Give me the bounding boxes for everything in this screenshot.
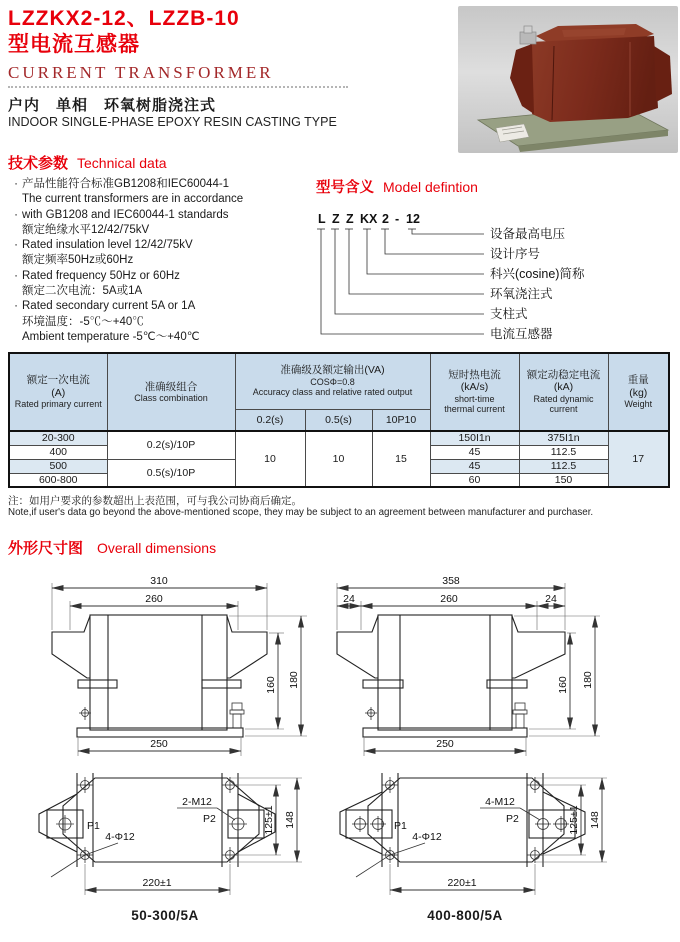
header-cn: 重量 (627, 374, 649, 387)
tech-item-text: 额定绝缘水平12/42/75kV (22, 223, 150, 236)
dim-24-left: 24 (343, 593, 355, 605)
header-cn: 短时热电流 (448, 369, 501, 382)
cell-dynamic: 375I1n (519, 431, 608, 445)
tech-item-text: with GB1208 and IEC60044-1 standards (22, 208, 229, 221)
thread-label: 4-M12 (485, 796, 515, 808)
elevation2-outline (337, 615, 565, 737)
cell-primary: 400 (9, 445, 107, 459)
dim-220: 220±1 (142, 877, 172, 889)
model-code-part: 2 (382, 212, 389, 226)
tech-item (10, 299, 315, 314)
tech-item-text: 环境温度：-5℃～+40℃ (22, 315, 144, 328)
dotted-rule (8, 86, 348, 88)
tech-item-text: Rated secondary current 5A or 1A (22, 300, 196, 313)
model-code-part: KX (360, 212, 378, 226)
header-cos: COSΦ=0.8 (310, 376, 355, 387)
col-header-primary-current (9, 353, 107, 431)
tech-item (10, 284, 315, 299)
page-title-line2: 型电流互感器 (8, 33, 140, 56)
tech-item-text: The current transformers are in accordance (22, 193, 244, 206)
tech-item-text: Rated frequency 50Hz or 60Hz (22, 269, 180, 282)
model-label: 支柱式 (490, 307, 528, 321)
dims-heading-cn: 外形尺寸图 (8, 540, 84, 557)
cell-class-combination: 0.2(s)/10P (107, 431, 235, 459)
technical-heading-en: Technical data (77, 155, 167, 171)
header-en: current (549, 404, 578, 415)
dim-180: 180 (288, 671, 300, 689)
header-unit: (A) (51, 386, 66, 399)
cell-class-combination: 0.5(s)/10P (107, 459, 235, 487)
type-line-cn: 户内 单相 环氧树脂浇注式 (8, 97, 217, 114)
page-subtitle: CURRENT TRANSFORMER (8, 63, 274, 82)
dim-260: 260 (145, 593, 163, 605)
model-heading-cn: 型号含义 (316, 180, 374, 196)
section-technical-data (8, 152, 167, 173)
col-header-dynamic-current (519, 353, 608, 431)
tech-item (10, 177, 315, 192)
section-overall-dimensions (8, 537, 216, 558)
model-code-part: L (318, 212, 326, 226)
section-model-definition (316, 176, 478, 197)
dims-heading-en: Overall dimensions (97, 540, 217, 556)
cell-primary: 600-800 (9, 473, 107, 487)
terminal-p2-label: P2 (506, 813, 519, 825)
model-code-part: - (395, 212, 400, 226)
elevation2-dimensions (337, 575, 600, 756)
plan1-caption: 50-300/5A (131, 908, 199, 923)
transformer-body (510, 24, 672, 122)
dim-310: 310 (150, 575, 168, 587)
sub-header-02s: 0.2(s) (235, 409, 305, 431)
terminal-p2-label: P2 (203, 813, 216, 825)
header-unit: (kA/s) (460, 381, 489, 394)
cell-dynamic: 150 (519, 473, 608, 487)
tech-item (10, 223, 315, 238)
header-cn: 准确级组合 (144, 380, 198, 393)
header-en: Rated primary current (14, 399, 102, 410)
tech-item-text: Ambient temperature -5℃～+40℃ (22, 330, 200, 343)
model-label: 设计序号 (490, 247, 541, 261)
tech-item (10, 208, 315, 223)
dim-180: 180 (582, 671, 594, 689)
header-en: Weight (624, 399, 653, 410)
tech-item (10, 238, 315, 253)
tech-item-text: Rated insulation level 12/42/75kV (22, 239, 193, 252)
header-en: thermal current (444, 404, 505, 415)
cell-dynamic: 112.5 (519, 459, 608, 473)
dim-160: 160 (265, 676, 277, 694)
sub-header-10p10: 10P10 (372, 409, 430, 431)
tech-item-text: 产品性能符合标准GB1208和IEC60044-1 (22, 178, 230, 190)
cell-thermal: 60 (430, 473, 519, 487)
model-labels (490, 226, 585, 341)
plan2-labels (356, 796, 540, 877)
tech-item-text: 额定频率50Hz或60Hz (22, 254, 134, 267)
header-unit: (kg) (629, 386, 648, 399)
plan2-outline (340, 773, 585, 867)
model-code-part: 12 (406, 212, 420, 226)
model-code-part: Z (346, 212, 354, 226)
cell-acc-02: 10 (235, 431, 305, 487)
tech-item-text: 额定二次电流：5A或1A (22, 285, 143, 298)
header-en: Accuracy class and relative rated output (252, 387, 413, 398)
model-label: 科兴(cosine)简称 (490, 267, 585, 281)
cell-acc-10p: 15 (372, 431, 430, 487)
model-code (318, 212, 420, 226)
plan2-caption: 400-800/5A (427, 908, 503, 923)
col-header-class-combination (107, 353, 235, 431)
plan1-outline (39, 773, 275, 867)
dim-160: 160 (557, 676, 569, 694)
dim-250: 250 (150, 738, 168, 750)
dim-260: 260 (440, 593, 458, 605)
bullet: · (14, 269, 18, 282)
dim-358: 358 (442, 575, 460, 587)
terminal-p1-label: P1 (394, 820, 407, 832)
product-photo (458, 6, 678, 153)
model-code-diagram (308, 196, 673, 346)
plan1-labels (51, 796, 235, 877)
table-note-cn: 注：如用户要求的参数超出上表范围，可与我公司协商后确定。 (8, 495, 302, 507)
elevation-drawing-2 (333, 570, 678, 775)
page-title-line1: LZZKX2-12、LZZB-10 (8, 7, 240, 30)
technical-heading-cn: 技术参数 (8, 155, 69, 172)
cell-primary: 500 (9, 459, 107, 473)
dim-125: 125±1 (568, 805, 580, 835)
header-cn: 准确级及额定输出(VA) (280, 364, 385, 377)
bullet: · (14, 208, 18, 221)
bullet: · (14, 300, 18, 313)
bullet: · (14, 178, 18, 190)
table-row (9, 431, 669, 445)
cell-thermal: 45 (430, 459, 519, 473)
plan-drawing-1 (25, 772, 335, 912)
hole-label: 4-Φ12 (105, 831, 135, 843)
model-label: 设备最高电压 (490, 227, 566, 241)
col-header-accuracy-output (235, 353, 430, 409)
terminal-p1-label: P1 (87, 820, 100, 832)
dim-148: 148 (284, 811, 296, 829)
table-note-en: Note,if user's data go beyond the above-mentioned scope, they may be subject to an agreement between manufacturer and purchaser. (8, 507, 594, 518)
tech-item (10, 315, 315, 330)
tech-item (10, 330, 315, 345)
tech-item (10, 253, 315, 268)
dim-250: 250 (436, 738, 454, 750)
cell-weight: 17 (608, 431, 669, 487)
cell-thermal: 150I1n (430, 431, 519, 445)
cell-thermal: 45 (430, 445, 519, 459)
dim-220: 220±1 (447, 877, 477, 889)
header-unit: (kA) (553, 381, 574, 394)
tech-item (10, 269, 315, 284)
sub-header-05s: 0.5(s) (305, 409, 372, 431)
header-en: short-time (454, 393, 495, 404)
col-header-thermal-current (430, 353, 519, 431)
type-line-en: INDOOR SINGLE-PHASE EPOXY RESIN CASTING TYPE (8, 115, 337, 129)
bullet: · (14, 239, 18, 252)
cell-primary: 20-300 (9, 431, 107, 445)
technical-list (10, 177, 315, 345)
hole-label: 4-Φ12 (412, 831, 442, 843)
tech-item (10, 192, 315, 207)
model-code-part: Z (332, 212, 340, 226)
header-en: Class combination (134, 392, 208, 403)
model-label: 电流互感器 (490, 327, 553, 341)
model-label: 环氧浇注式 (490, 287, 553, 301)
dim-148: 148 (589, 811, 601, 829)
header-en: Rated dynamic (533, 393, 594, 404)
thread-label: 2-M12 (182, 796, 212, 808)
header-cn: 额定一次电流 (26, 374, 90, 387)
header-cn: 额定动稳定电流 (526, 369, 601, 382)
model-leader-lines (317, 229, 484, 334)
elevation1-outline (52, 615, 267, 737)
col-header-weight (608, 353, 669, 431)
dim-24-right: 24 (545, 593, 557, 605)
plan-drawing-2 (330, 772, 640, 912)
elevation-drawing-1 (25, 570, 335, 775)
spec-table (8, 352, 670, 488)
dim-125: 125±1 (263, 805, 275, 835)
model-heading-en: Model defintion (383, 179, 478, 195)
cell-dynamic: 112.5 (519, 445, 608, 459)
cell-acc-05: 10 (305, 431, 372, 487)
